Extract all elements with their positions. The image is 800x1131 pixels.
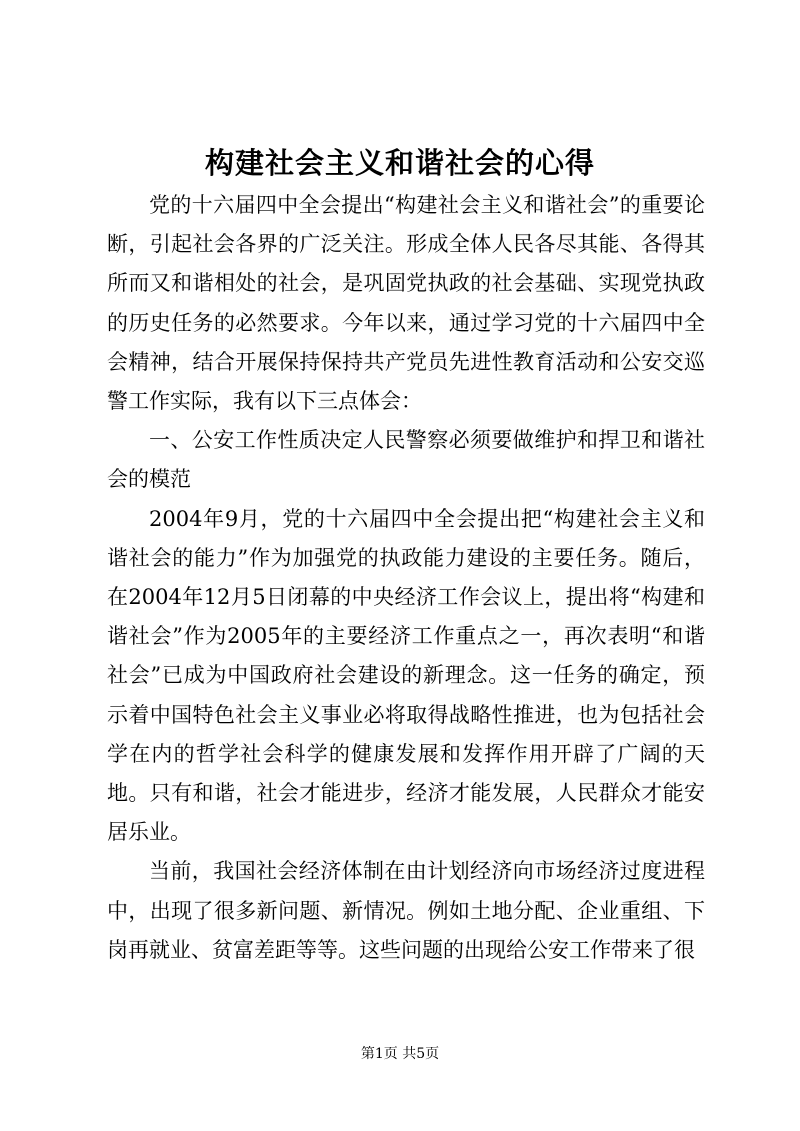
paragraph-heading-one: 一、公安工作性质决定人民警察必须要做维护和捍卫和谐社会的模范 <box>107 428 705 492</box>
page-footer: 第1页 共5页 <box>360 1046 440 1062</box>
paragraph-2004: 2004年9月，党的十六届四中全会提出把“构建社会主义和谐社会的能力”作为加强党的执政能力建设的主要任务。随后，在2004年12月5日闭幕的中央经济工作会议上，提出将“构建和谐社会”作为2005年的主要经济工作重点之一，再次表明“和谐社会”已成为中国政府社会建设的新理念。这一任务的确定，预示着中国特色社会主义事业必将取得战略性推进，也为包括社会学在内的哲学社会科学的健康发展和发挥作用开辟了广阔的天地。只有和谐，社会才能进步，经济才能发展，人民群众才能安居乐业。 <box>107 506 705 845</box>
document-title: 构建社会主义和谐社会的心得 <box>204 146 595 180</box>
paragraph-current: 当前，我国社会经济体制在由计划经济向市场经济过度进程中，出现了很多新问题、新情况。例如土地分配、企业重组、下岗再就业、贫富差距等等。这些问题的出现给公安工作带来了很 <box>107 859 705 962</box>
document-body <box>107 186 705 970</box>
paragraph-intro: 党的十六届四中全会提出“构建社会主义和谐社会”的重要论断，引起社会各界的广泛关注。形成全体人民各尽其能、各得其所而又和谐相处的社会，是巩固党执政的社会基础、实现党执政的历史任务的必然要求。今年以来，通过学习党的十六届四中全会精神，结合开展保持保持共产党员先进性教育活动和公安交巡警工作实际，我有以下三点体会： <box>107 193 705 414</box>
